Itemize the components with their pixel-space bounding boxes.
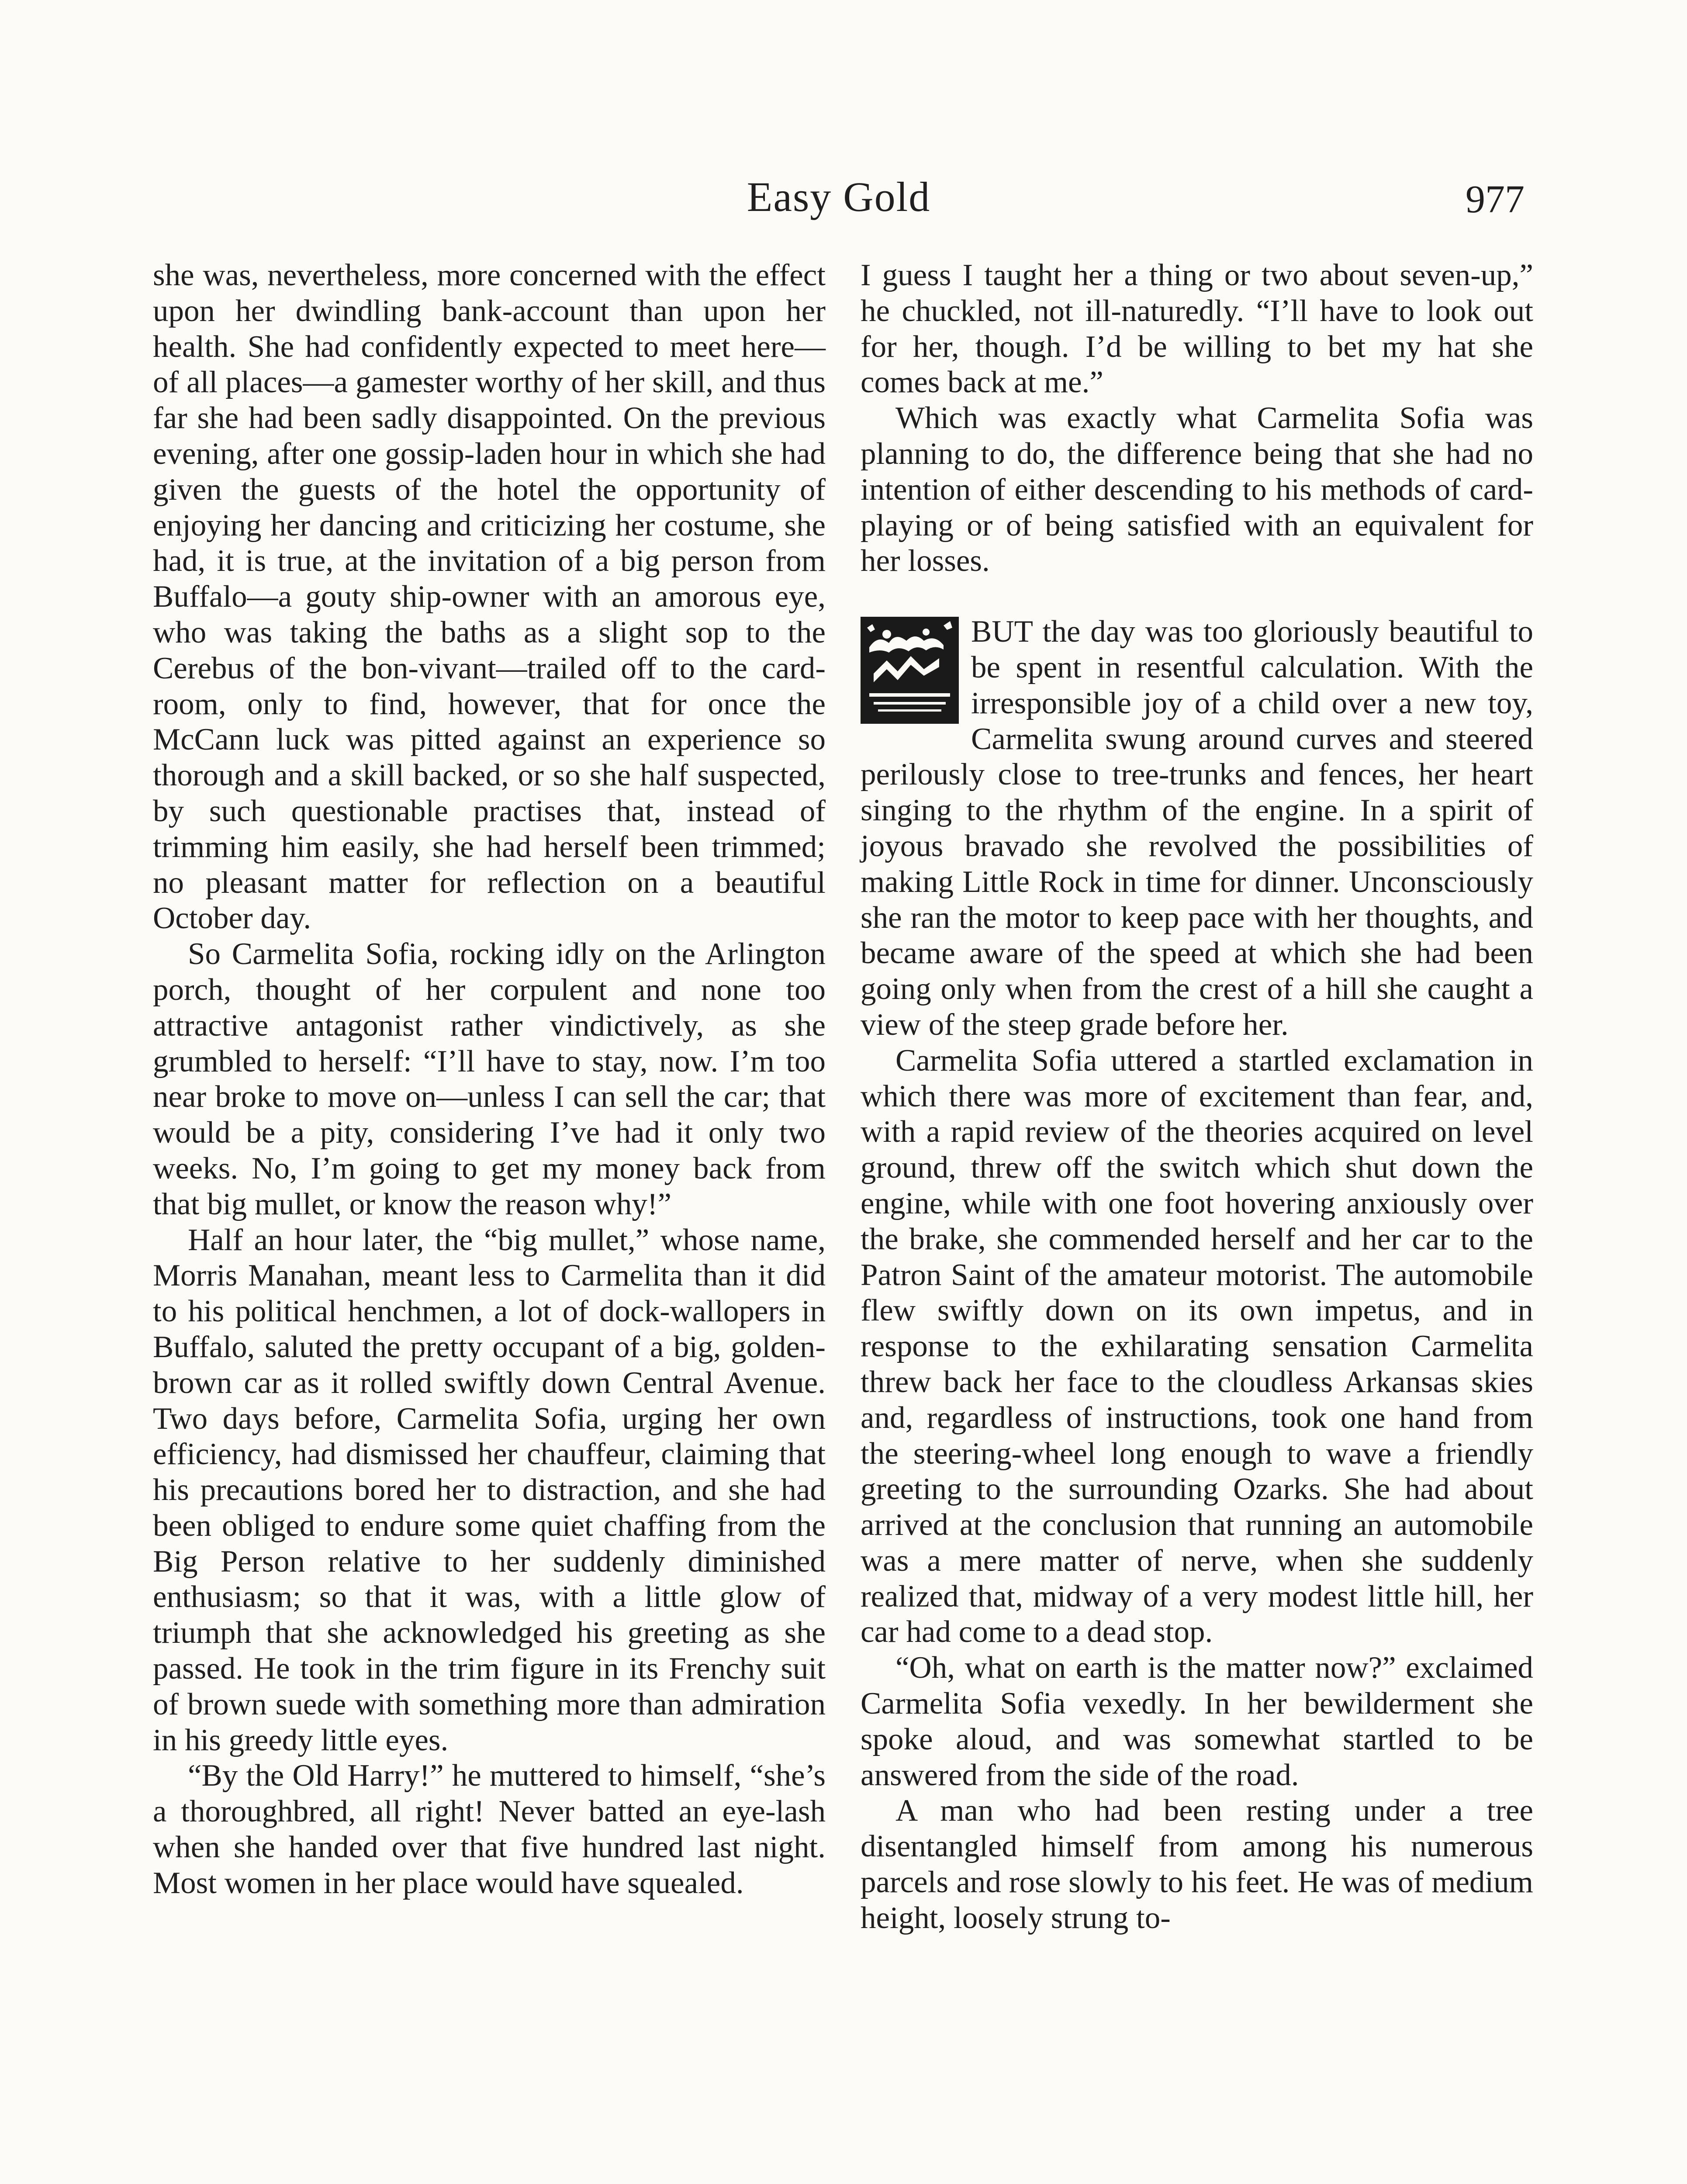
- section-opening: [861, 614, 1533, 1043]
- right-column: [861, 258, 1533, 1936]
- decorative-woodcut-icon: [861, 617, 959, 724]
- paragraph: I guess I taught her a thing or two about seven-up,” he chuckled, not ill-naturedly. “I’ll have to look out for her, though. I’d be willing to bet my hat she comes back at me.”: [861, 258, 1533, 400]
- paragraph: BUT the day was too gloriously beautiful to be spent in resentful calculation. With the irresponsible joy of a child over a new toy, Carmelita swung around curves and steered perilously close to tree-trunks and fences, her heart singing to the rhythm of the engine. In a spirit of joyous bravado she revolved the possibilities of making Little Rock in time for dinner. Unconsciously she ran the motor to keep pace with her thoughts, and became aware of the speed at which she had been going only when from the crest of a hill she caught a view of the steep grade before her.: [861, 615, 1533, 1042]
- paragraph: “Oh, what on earth is the matter now?” exclaimed Carmelita Sofia vexedly. In her bewilderment she spoke aloud, and was somewhat startled to be answered from the side of the road.: [861, 1651, 1533, 1792]
- paragraph: “By the Old Harry!” he muttered to himself, “she’s a thoroughbred, all right! Never batted an eye-lash when she handed over that five hundred last night. Most women in her place would have squealed.: [153, 1759, 826, 1900]
- left-column: [153, 258, 826, 1901]
- paragraph: Carmelita Sofia uttered a startled exclamation in which there was more of excitement than fear, and, with a rapid review of the theories acquired on level ground, threw off the switch which shut down the engine, while with one foot hovering anxiously over the brake, she commended herself and her car to the Patron Saint of the amateur motorist. The automobile flew swiftly down on its own impetus, and in response to the exhilarating sensation Carmelita threw back her face to the cloudless Arkansas skies and, regardless of instructions, took one hand from the steering-wheel long enough to wave a friendly greeting to the surrounding Ozarks. She had about arrived at the conclusion that running an automobile was a mere matter of nerve, when she suddenly realized that, midway of a very modest little hill, her car had come to a dead stop.: [861, 1043, 1533, 1649]
- paragraph: Half an hour later, the “big mullet,” whose name, Morris Manahan, meant less to Carmelita than it did to his political henchmen, a lot of dock-wallopers in Buffalo, saluted the pretty occupant of a big, golden-brown car as it rolled swiftly down Central Avenue. Two days before, Carmelita Sofia, urging her own efficiency, had dismissed her chauffeur, claiming that his precautions bored her to distraction, and she had been obliged to endure some quiet chaffing from the Big Person relative to her suddenly diminished enthusiasm; so that it was, with a little glow of triumph that she acknowledged his greeting as she passed. He took in the trim figure in its Frenchy suit of brown suede with something more than admiration in his greedy little eyes.: [153, 1223, 826, 1757]
- paragraph: A man who had been resting under a tree disentangled himself from among his numerous parcels and rose slowly to his feet. He was of medium height, loosely strung to-: [861, 1794, 1533, 1935]
- paragraph: So Carmelita Sofia, rocking idly on the Arlington porch, thought of her corpulent and none too attractive antagonist rather vindictively, as she grumbled to herself: “I’ll have to stay, now. I’m too near broke to move on—unless I can sell the car; that would be a pity, considering I’ve had it only two weeks. No, I’m going to get my money back from that big mullet, or know the reason why!”: [153, 937, 826, 1221]
- paragraph: she was, nevertheless, more concerned with the effect upon her dwindling bank-account than upon her health. She had confidently expected to meet here—of all places—a gamester worthy of her skill, and thus far she had been sadly disappointed. On the previous evening, after one gossip-laden hour in which she had given the guests of the hotel the opportunity of enjoying her dancing and criticizing her costume, she had, it is true, at the invitation of a big person from Buffalo—a gouty ship-owner with an amorous eye, who was taking the baths as a slight sop to the Cerebus of the bon-vivant—trailed off to the card-room, only to find, however, that for once the McCann luck was pitted against an experience so thorough and a skill backed, or so she half suspected, by such questionable practises that, instead of trimming him easily, she had herself been trimmed; no pleasant matter for reflection on a beautiful October day.: [153, 258, 826, 936]
- page-title: Easy Gold: [747, 173, 931, 220]
- page-number: 977: [1466, 178, 1525, 221]
- running-header: [153, 173, 1525, 229]
- paragraph: Which was exactly what Carmelita Sofia was planning to do, the difference being that she had no intention of either descending to his methods of card-playing or of being satisfied with an equivalent for her losses.: [861, 401, 1533, 578]
